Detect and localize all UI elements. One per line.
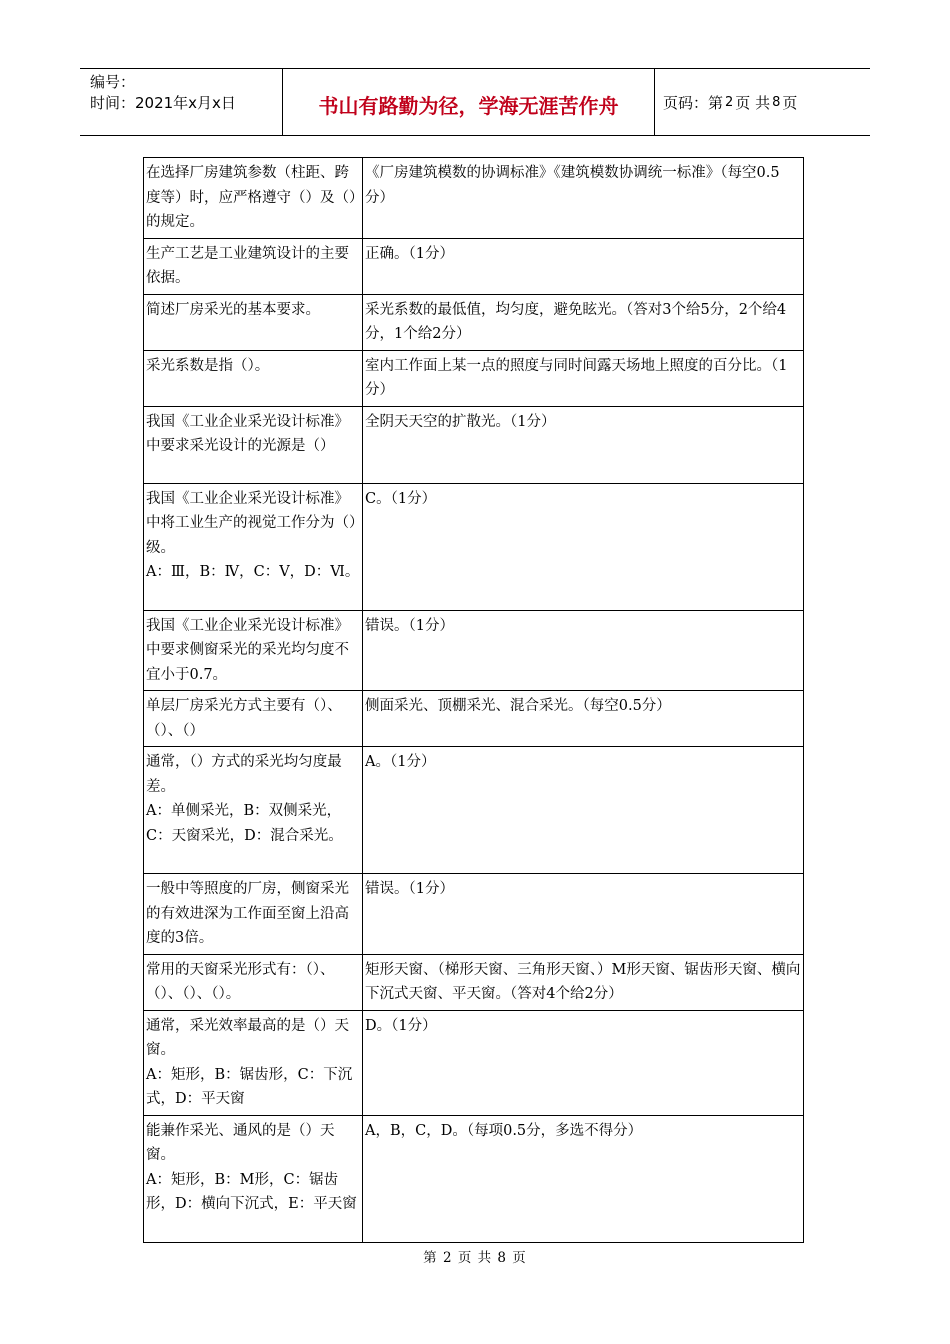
answer-text: 侧面采光、顶棚采光、混合采光。（每空0.5分） — [365, 698, 671, 714]
question-text: 简述厂房采光的基本要求。 — [146, 301, 320, 318]
question-text: 在选择厂房建筑参数（柱距、跨度等）时，应严格遵守（）及（）的规定。 — [146, 165, 357, 230]
header-motto: 书山有路勤为径，学海无涯苦作舟 — [283, 69, 655, 135]
table-row — [144, 238, 804, 294]
table-row — [144, 1010, 804, 1115]
answer-text: C。（1分） — [365, 490, 437, 507]
question-text: A：矩形，B：M形，C：锯齿形，D：横向下沉式，E：平天窗 — [146, 1171, 357, 1212]
answer-cell — [363, 1115, 804, 1242]
question-cell — [144, 747, 363, 874]
table-row — [144, 954, 804, 1010]
answer-text: 采光系数的最低值，均匀度，避免眩光。（答对3个给5分，2个给4分，1个给2分） — [365, 301, 787, 342]
answer-cell — [363, 610, 804, 691]
answer-cell — [363, 954, 804, 1010]
question-text: 能兼作采光、通风的是（）天窗。 — [146, 1122, 335, 1163]
answer-text: A，B，C，D。（每项0.5分，多选不得分） — [365, 1122, 643, 1139]
answer-text: 室内工作面上某一点的照度与同时间露天场地上照度的百分比。（1分） — [365, 357, 788, 398]
question-text: 常用的天窗采光形式有：（）、（）、（）、（）。 — [146, 961, 335, 1002]
question-cell — [144, 238, 363, 294]
question-text: 单层厂房采光方式主要有（）、（）、（） — [146, 698, 342, 739]
question-text: 采光系数是指（）。 — [146, 357, 270, 374]
page-mid: 页 共 — [735, 93, 771, 112]
answer-cell — [363, 294, 804, 350]
page-prefix: 页码：第 — [663, 93, 724, 112]
answer-cell — [363, 874, 804, 955]
question-text: 我国《工业企业采光设计标准》中要求侧窗采光的采光均匀度不宜小于0.7。 — [146, 617, 349, 683]
answer-cell — [363, 747, 804, 874]
question-cell — [144, 874, 363, 955]
answer-cell — [363, 350, 804, 406]
answer-text: A。（1分） — [365, 754, 436, 770]
header-page-number — [655, 69, 870, 135]
question-cell — [144, 294, 363, 350]
answer-cell — [363, 1010, 804, 1115]
answer-text: 错误。（1分） — [365, 881, 454, 897]
answer-cell — [363, 406, 804, 483]
question-text: 通常，采光效率最高的是（）天窗。 — [146, 1017, 349, 1058]
answer-text: 全阴天天空的扩散光。（1分） — [365, 413, 556, 430]
question-text: A：矩形，B：锯齿形，C：下沉式，D：平天窗 — [146, 1066, 353, 1107]
question-cell — [144, 610, 363, 691]
question-cell — [144, 158, 363, 239]
table-row — [144, 691, 804, 747]
question-text: A：单侧采光，B：双侧采光，C：天窗采光，D：混合采光。 — [146, 803, 343, 844]
answer-cell — [363, 158, 804, 239]
table-row — [144, 406, 804, 483]
code-label: 编号： — [90, 73, 136, 91]
question-cell — [144, 954, 363, 1010]
page-footer: 第 2 页 共 8 页 — [423, 1250, 527, 1266]
table-row — [144, 350, 804, 406]
answer-text: 《厂房建筑模数的协调标准》《建筑模数协调统一标准》（每空0.5分） — [365, 165, 780, 206]
qa-table-body — [144, 158, 804, 1243]
question-cell — [144, 483, 363, 610]
question-text: 我国《工业企业采光设计标准》中将工业生产的视觉工作分为（）级。 — [146, 490, 357, 556]
answer-cell — [363, 483, 804, 610]
question-text: A：Ⅲ，B：Ⅳ，C：Ⅴ，D：Ⅵ。 — [146, 564, 360, 580]
question-text: 一般中等照度的厂房，侧窗采光的有效进深为工作面至窗上沿高度的3倍。 — [146, 881, 349, 946]
question-cell — [144, 1010, 363, 1115]
page-suffix: 页 — [782, 93, 798, 112]
header-meta — [80, 69, 283, 135]
table-row — [144, 158, 804, 239]
question-cell — [144, 406, 363, 483]
answer-text: 矩形天窗、（梯形天窗、三角形天窗、）M形天窗、锯齿形天窗、横向下沉式天窗、平天窗。（答对4个给2分） — [365, 961, 801, 1002]
qa-table — [143, 157, 804, 1243]
question-cell — [144, 691, 363, 747]
page-header — [80, 68, 870, 136]
answer-cell — [363, 691, 804, 747]
answer-text: D。（1分） — [365, 1017, 437, 1034]
page-current: 2 — [725, 94, 734, 110]
answer-cell — [363, 238, 804, 294]
table-row — [144, 747, 804, 874]
table-row — [144, 1115, 804, 1242]
table-row — [144, 483, 804, 610]
table-row — [144, 874, 804, 955]
question-text: 生产工艺是工业建筑设计的主要依据。 — [146, 245, 349, 286]
question-cell — [144, 1115, 363, 1242]
question-text: 通常，（）方式的采光均匀度最差。 — [146, 754, 342, 795]
answer-text: 错误。（1分） — [365, 617, 454, 634]
page-total: 8 — [772, 94, 781, 110]
question-text: 我国《工业企业采光设计标准》中要求采光设计的光源是（） — [146, 413, 349, 454]
table-row — [144, 610, 804, 691]
date-label: 时间：2021年x月x日 — [90, 94, 236, 112]
question-cell — [144, 350, 363, 406]
answer-text: 正确。（1分） — [365, 245, 454, 262]
table-row — [144, 294, 804, 350]
